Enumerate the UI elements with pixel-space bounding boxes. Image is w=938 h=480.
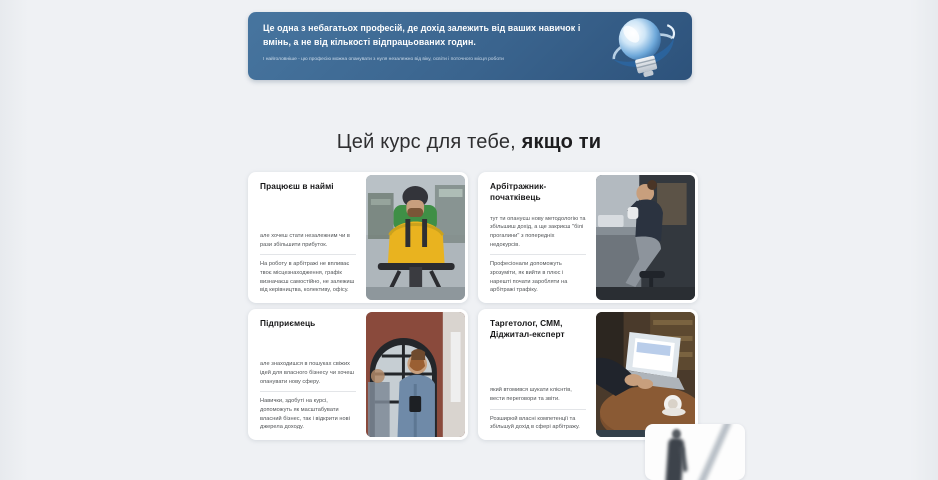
card-title: Працюєш в наймі [260, 181, 334, 191]
card-paragraph: але знаходишся в пошуках свіжих ідей для власного бізнесу чи хочеш опанувати нову сферу. [260, 361, 355, 385]
card-paragraph: тут ти опануєш нову методологію та збільшиш дохід, а ще закриєш "білі прогалини" з попередніх недокурсів. [490, 215, 586, 248]
banner-headline: Це одна з небагатьох професій, де дохід залежить від ваших навичок і вмінь, а не від кількості відпрацьованих годин. [263, 23, 581, 47]
card-text-block [478, 172, 593, 303]
card-paragraph: Навички, здобуті на курсі, допоможуть як масштабувати власний бізнес, так і відкрити нові джерела доходу. [260, 398, 350, 431]
man-drinking-coffee-photo [596, 175, 695, 300]
motion-streak [697, 424, 732, 480]
section-title [0, 131, 938, 154]
card-paragraph: На роботу в арбітражі не впливає твоє місцезнаходження, графік визначаєш самостійно, не залежиш від керівництва, колективу, офісу. [260, 261, 355, 294]
card-entrepreneur [248, 309, 468, 440]
lightbulb-3d-icon [594, 12, 690, 80]
card-divider [490, 254, 586, 255]
banner-text-block [263, 22, 603, 64]
section-title-prefix: Цей курс для тебе, [336, 131, 522, 153]
card-title: Арбітражник-початківець [490, 181, 547, 202]
audience-cards-grid [248, 172, 698, 440]
card-paragraph: Професіонали допоможуть зрозуміти, як вийти в плюс і нарешті почати заробляти на арбітражі трафіку. [490, 261, 568, 294]
card-beginner-arbitrazhnik [478, 172, 698, 303]
card-divider [260, 391, 356, 392]
person-typing-on-laptop-photo [596, 312, 695, 437]
card-digital-expert [478, 309, 698, 440]
card-title: Таргетолог, СММ, Діджитал-експерт [490, 318, 565, 339]
card-paragraph: але хочеш стати незалежним чи в рази збільшити прибуток. [260, 233, 350, 248]
courier-on-bike-photo [366, 175, 465, 300]
next-section-photo-preview [645, 424, 745, 480]
card-text-block [478, 309, 593, 440]
card-paragraph: який втомився шукати клієнтів, вести переговори та звіти. [490, 387, 572, 403]
card-paragraph: Розширюй власні компетенції та збільшуй дохід в сфері арбітражу. [490, 415, 580, 431]
card-text-block [248, 172, 363, 303]
banner-subline: І найголовніше - цю професію можна опанувати з нуля незалежно від віку, освіти і поточного місця роботи [263, 57, 504, 63]
card-title: Підприємець [260, 318, 316, 328]
card-employee [248, 172, 468, 303]
card-divider [490, 409, 586, 410]
section-title-bold: якщо ти [521, 131, 602, 153]
card-divider [260, 254, 356, 255]
man-with-phone-photo [366, 312, 465, 437]
card-text-block [248, 309, 363, 440]
info-banner [248, 12, 692, 80]
